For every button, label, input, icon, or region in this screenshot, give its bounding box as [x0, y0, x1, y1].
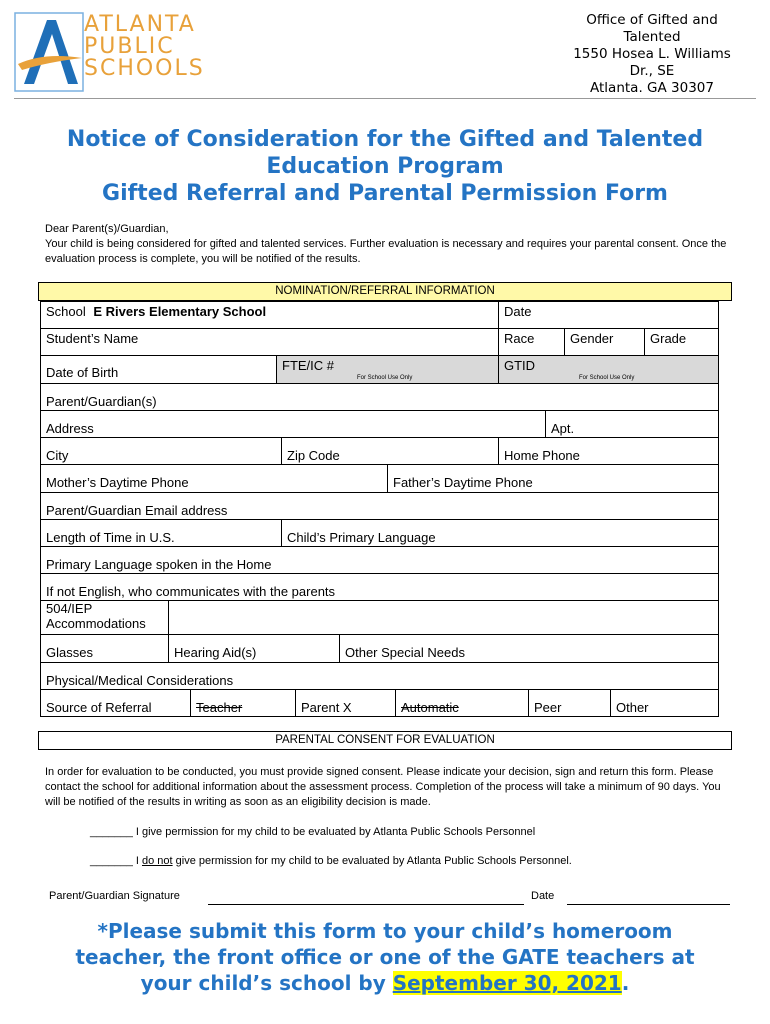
gtid-field [499, 356, 719, 384]
iep-input[interactable] [169, 601, 719, 635]
hearing-aid-field[interactable]: Hearing Aid(s) [169, 635, 340, 663]
logo-line: SCHOOLS [84, 56, 205, 81]
apt-field[interactable]: Apt. [546, 411, 719, 438]
office-line: Office of Gifted and [586, 12, 718, 28]
office-line: 1550 Hosea L. Williams [573, 46, 731, 62]
submit-line-post: . [621, 971, 630, 995]
source-teacher[interactable]: Teacher [191, 690, 296, 717]
school-field[interactable] [41, 302, 499, 329]
do-not-text: do not [142, 855, 173, 867]
intro-letter [45, 222, 730, 267]
permission-no-i: I [132, 855, 142, 867]
school-use-note: For School Use Only [357, 375, 413, 381]
submit-notice [40, 918, 730, 996]
iep-label: 504/IEP [46, 601, 93, 616]
school-use-note: For School Use Only [579, 375, 635, 381]
email-field[interactable]: Parent/Guardian Email address [41, 493, 719, 520]
permission-yes-line[interactable] [90, 825, 535, 840]
date-line[interactable] [567, 903, 730, 905]
nomination-section-header: NOMINATION/REFERRAL INFORMATION [38, 282, 732, 301]
permission-no-text: give permission for my child to be evaluated by Atlanta Public Schools Personnel. [172, 855, 572, 867]
logo-wordmark [84, 14, 205, 80]
home-language-field[interactable]: Primary Language spoken in the Home [41, 547, 719, 574]
source-other[interactable]: Other [611, 690, 719, 717]
source-peer[interactable]: Peer [529, 690, 611, 717]
mother-phone-field[interactable]: Mother’s Daytime Phone [41, 465, 388, 493]
blank: _______ [90, 826, 133, 838]
consent-section-header: PARENTAL CONSENT FOR EVALUATION [38, 731, 732, 750]
deadline-highlight: September 30, 2021 [392, 971, 622, 995]
submit-line: *Please submit this form to your child’s homeroom [97, 919, 673, 943]
office-line: Talented [623, 29, 681, 45]
source-automatic[interactable]: Automatic [396, 690, 529, 717]
iep-label: Accommodations [46, 616, 146, 631]
consent-body: In order for evaluation to be conducted, you must provide signed consent. Please indicate your decision, sign and return this form. Please contact the school for additional information about the assessment process. Completion of the process will take a minimum of 90 days. You will be notified of the results in writing as soon as an eligibility decision is made. [45, 766, 721, 808]
submit-line-pre: your child’s school by [140, 971, 393, 995]
student-name-field[interactable]: Student’s Name [41, 329, 499, 356]
fte-label: FTE/IC # [282, 358, 335, 373]
logo-line: PUBLIC [84, 34, 175, 59]
page-title [20, 126, 750, 207]
greeting: Dear Parent(s)/Guardian, [45, 223, 169, 235]
zip-field[interactable]: Zip Code [282, 438, 499, 465]
intro-body: Your child is being considered for gifted and talented services. Further evaluation is necessary and requires your parental consent. Once the evaluation process is complete, you will be notified of the results. [45, 238, 727, 265]
race-field[interactable]: Race [499, 329, 565, 356]
office-line: Atlanta. GA 30307 [590, 80, 714, 96]
glasses-field[interactable]: Glasses [41, 635, 169, 663]
iep-label-cell [41, 601, 169, 635]
gender-field[interactable]: Gender [565, 329, 645, 356]
title-line: Gifted Referral and Parental Permission Form [102, 181, 668, 206]
school-value: E Rivers Elementary School [93, 304, 267, 319]
signature-label: Parent/Guardian Signature [49, 890, 180, 902]
source-parent[interactable]: Parent X [296, 690, 396, 717]
fte-field [277, 356, 499, 384]
title-line: Notice of Consideration for the Gifted and Talented [66, 127, 704, 152]
communicator-field[interactable]: If not English, who communicates with the parents [41, 574, 719, 601]
parent-guardian-field[interactable]: Parent/Guardian(s) [41, 384, 719, 411]
submit-line: teacher, the front office or one of the GATE teachers at [75, 945, 695, 969]
permission-yes-text: I give permission for my child to be evaluated by Atlanta Public Schools Personnel [132, 826, 536, 838]
father-phone-field[interactable]: Father’s Daytime Phone [388, 465, 719, 493]
gtid-label: GTID [504, 358, 536, 373]
grade-field[interactable]: Grade [645, 329, 719, 356]
date-field[interactable]: Date [499, 302, 719, 329]
child-language-field[interactable]: Child’s Primary Language [282, 520, 719, 547]
header-divider [14, 98, 756, 99]
office-line: Dr., SE [629, 63, 675, 79]
nomination-form-grid [40, 301, 719, 717]
title-line: Education Program [266, 154, 504, 179]
length-in-us-field[interactable]: Length of Time in U.S. [41, 520, 282, 547]
submit-line [40, 970, 730, 996]
aps-logo-mark [14, 12, 84, 92]
dob-field[interactable]: Date of Birth [41, 356, 277, 384]
signature-line[interactable] [208, 903, 524, 905]
physical-field[interactable]: Physical/Medical Considerations [41, 663, 719, 690]
other-needs-field[interactable]: Other Special Needs [340, 635, 719, 663]
address-field[interactable]: Address [41, 411, 546, 438]
source-label: Source of Referral [41, 690, 191, 717]
home-phone-field[interactable]: Home Phone [499, 438, 719, 465]
permission-no-line[interactable] [90, 854, 572, 869]
city-field[interactable]: City [41, 438, 282, 465]
logo-line: ATLANTA [84, 12, 196, 37]
blank: _______ [90, 855, 133, 867]
date-label: Date [531, 890, 555, 902]
school-label: School [46, 304, 86, 319]
office-address [552, 12, 752, 97]
